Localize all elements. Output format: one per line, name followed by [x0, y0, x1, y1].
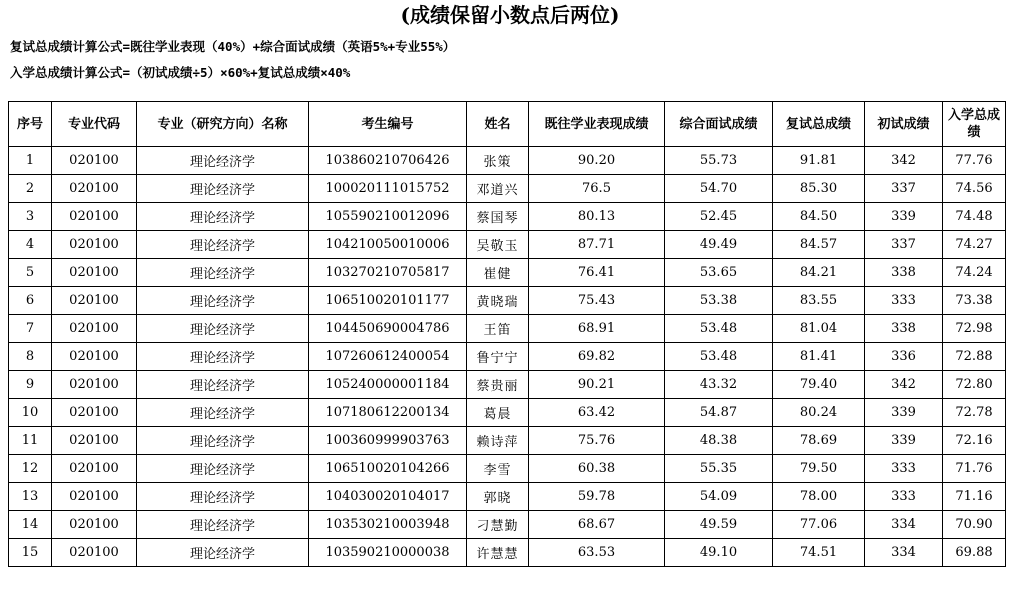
cell-candidate-id: 106510020101177	[309, 287, 467, 315]
header-row	[9, 102, 1006, 147]
cell-retest-total: 79.50	[773, 455, 865, 483]
cell-candidate-id: 103270210705817	[309, 259, 467, 287]
cell-retest-total: 79.40	[773, 371, 865, 399]
cell-admission-total: 74.24	[943, 259, 1006, 287]
cell-major-code: 020100	[52, 427, 137, 455]
cell-retest-total: 84.50	[773, 203, 865, 231]
cell-initial-score: 339	[865, 399, 943, 427]
page-title: (成绩保留小数点后两位)	[400, 3, 620, 27]
table-row	[9, 147, 1006, 175]
cell-admission-total: 74.56	[943, 175, 1006, 203]
cell-retest-total: 78.00	[773, 483, 865, 511]
table-row	[9, 511, 1006, 539]
cell-academic-score: 63.53	[529, 539, 665, 567]
cell-index: 6	[9, 287, 52, 315]
header-major-code: 专业代码	[52, 102, 137, 147]
cell-major-code: 020100	[52, 511, 137, 539]
cell-initial-score: 342	[865, 147, 943, 175]
cell-major-code: 020100	[52, 539, 137, 567]
cell-index: 5	[9, 259, 52, 287]
cell-interview-score: 43.32	[665, 371, 773, 399]
cell-name: 黄晓瑞	[467, 287, 529, 315]
cell-major-name: 理论经济学	[137, 203, 309, 231]
cell-name: 许慧慧	[467, 539, 529, 567]
cell-admission-total: 72.88	[943, 343, 1006, 371]
cell-academic-score: 90.20	[529, 147, 665, 175]
cell-initial-score: 333	[865, 287, 943, 315]
header-interview-score: 综合面试成绩	[665, 102, 773, 147]
cell-retest-total: 78.69	[773, 427, 865, 455]
cell-academic-score: 60.38	[529, 455, 665, 483]
cell-initial-score: 339	[865, 427, 943, 455]
cell-major-code: 020100	[52, 371, 137, 399]
cell-admission-total: 73.38	[943, 287, 1006, 315]
cell-index: 9	[9, 371, 52, 399]
cell-candidate-id: 107180612200134	[309, 399, 467, 427]
cell-index: 8	[9, 343, 52, 371]
cell-major-name: 理论经济学	[137, 371, 309, 399]
cell-name: 蔡国琴	[467, 203, 529, 231]
table-row	[9, 343, 1006, 371]
cell-retest-total: 85.30	[773, 175, 865, 203]
cell-major-name: 理论经济学	[137, 427, 309, 455]
cell-admission-total: 72.78	[943, 399, 1006, 427]
cell-interview-score: 53.38	[665, 287, 773, 315]
table-row	[9, 287, 1006, 315]
cell-index: 10	[9, 399, 52, 427]
cell-academic-score: 75.43	[529, 287, 665, 315]
cell-major-name: 理论经济学	[137, 539, 309, 567]
table-row	[9, 427, 1006, 455]
cell-retest-total: 74.51	[773, 539, 865, 567]
cell-initial-score: 338	[865, 259, 943, 287]
cell-major-code: 020100	[52, 483, 137, 511]
cell-major-name: 理论经济学	[137, 455, 309, 483]
cell-index: 4	[9, 231, 52, 259]
cell-initial-score: 337	[865, 231, 943, 259]
cell-initial-score: 339	[865, 203, 943, 231]
cell-admission-total: 69.88	[943, 539, 1006, 567]
cell-retest-total: 84.21	[773, 259, 865, 287]
cell-academic-score: 76.41	[529, 259, 665, 287]
table-row	[9, 455, 1006, 483]
cell-academic-score: 68.67	[529, 511, 665, 539]
cell-retest-total: 84.57	[773, 231, 865, 259]
cell-candidate-id: 105240000001184	[309, 371, 467, 399]
cell-major-name: 理论经济学	[137, 343, 309, 371]
cell-admission-total: 71.16	[943, 483, 1006, 511]
cell-candidate-id: 103590210000038	[309, 539, 467, 567]
cell-academic-score: 75.76	[529, 427, 665, 455]
cell-interview-score: 54.70	[665, 175, 773, 203]
cell-interview-score: 55.35	[665, 455, 773, 483]
table-row	[9, 259, 1006, 287]
cell-major-code: 020100	[52, 287, 137, 315]
header-initial-score: 初试成绩	[865, 102, 943, 147]
cell-major-code: 020100	[52, 175, 137, 203]
cell-initial-score: 338	[865, 315, 943, 343]
cell-interview-score: 53.48	[665, 343, 773, 371]
cell-major-name: 理论经济学	[137, 315, 309, 343]
cell-interview-score: 53.48	[665, 315, 773, 343]
cell-name: 邓道兴	[467, 175, 529, 203]
cell-candidate-id: 100360999903763	[309, 427, 467, 455]
cell-name: 崔健	[467, 259, 529, 287]
table-row	[9, 315, 1006, 343]
cell-admission-total: 71.76	[943, 455, 1006, 483]
cell-candidate-id: 103530210003948	[309, 511, 467, 539]
cell-index: 12	[9, 455, 52, 483]
cell-major-code: 020100	[52, 147, 137, 175]
cell-name: 吴敬玉	[467, 231, 529, 259]
cell-retest-total: 83.55	[773, 287, 865, 315]
cell-interview-score: 48.38	[665, 427, 773, 455]
cell-candidate-id: 100020111015752	[309, 175, 467, 203]
table-row	[9, 371, 1006, 399]
cell-index: 3	[9, 203, 52, 231]
cell-major-name: 理论经济学	[137, 483, 309, 511]
cell-retest-total: 81.41	[773, 343, 865, 371]
cell-initial-score: 334	[865, 539, 943, 567]
cell-index: 11	[9, 427, 52, 455]
cell-major-name: 理论经济学	[137, 511, 309, 539]
cell-major-code: 020100	[52, 455, 137, 483]
cell-major-name: 理论经济学	[137, 175, 309, 203]
cell-index: 7	[9, 315, 52, 343]
cell-candidate-id: 107260612400054	[309, 343, 467, 371]
table-row	[9, 203, 1006, 231]
header-admission-total: 入学总成绩	[943, 102, 1006, 147]
cell-major-code: 020100	[52, 231, 137, 259]
cell-name: 王笛	[467, 315, 529, 343]
cell-major-code: 020100	[52, 259, 137, 287]
cell-index: 14	[9, 511, 52, 539]
cell-retest-total: 80.24	[773, 399, 865, 427]
cell-retest-total: 77.06	[773, 511, 865, 539]
cell-major-code: 020100	[52, 315, 137, 343]
header-index: 序号	[9, 102, 52, 147]
cell-academic-score: 59.78	[529, 483, 665, 511]
cell-initial-score: 342	[865, 371, 943, 399]
cell-major-name: 理论经济学	[137, 147, 309, 175]
cell-admission-total: 72.16	[943, 427, 1006, 455]
cell-retest-total: 81.04	[773, 315, 865, 343]
cell-name: 赖诗萍	[467, 427, 529, 455]
cell-interview-score: 55.73	[665, 147, 773, 175]
cell-index: 13	[9, 483, 52, 511]
cell-academic-score: 63.42	[529, 399, 665, 427]
cell-retest-total: 91.81	[773, 147, 865, 175]
cell-name: 葛晨	[467, 399, 529, 427]
cell-major-code: 020100	[52, 399, 137, 427]
cell-name: 张策	[467, 147, 529, 175]
cell-interview-score: 54.09	[665, 483, 773, 511]
cell-interview-score: 49.10	[665, 539, 773, 567]
table-row	[9, 399, 1006, 427]
cell-candidate-id: 106510020104266	[309, 455, 467, 483]
cell-initial-score: 336	[865, 343, 943, 371]
cell-name: 蔡贵丽	[467, 371, 529, 399]
cell-academic-score: 76.5	[529, 175, 665, 203]
cell-index: 1	[9, 147, 52, 175]
cell-academic-score: 80.13	[529, 203, 665, 231]
cell-index: 15	[9, 539, 52, 567]
header-candidate-id: 考生编号	[309, 102, 467, 147]
cell-major-name: 理论经济学	[137, 259, 309, 287]
cell-interview-score: 52.45	[665, 203, 773, 231]
cell-candidate-id: 104210050010006	[309, 231, 467, 259]
cell-initial-score: 333	[865, 483, 943, 511]
cell-academic-score: 68.91	[529, 315, 665, 343]
cell-admission-total: 72.80	[943, 371, 1006, 399]
cell-name: 郭晓	[467, 483, 529, 511]
cell-candidate-id: 104450690004786	[309, 315, 467, 343]
cell-academic-score: 87.71	[529, 231, 665, 259]
cell-interview-score: 49.59	[665, 511, 773, 539]
admission-formula: 入学总成绩计算公式=（初试成绩÷5）×60%+复试总成绩×40%	[10, 65, 351, 80]
table-row	[9, 231, 1006, 259]
cell-major-name: 理论经济学	[137, 231, 309, 259]
cell-candidate-id: 105590210012096	[309, 203, 467, 231]
header-academic-score: 既往学业表现成绩	[529, 102, 665, 147]
cell-major-code: 020100	[52, 203, 137, 231]
cell-academic-score: 90.21	[529, 371, 665, 399]
cell-academic-score: 69.82	[529, 343, 665, 371]
cell-initial-score: 334	[865, 511, 943, 539]
cell-major-code: 020100	[52, 343, 137, 371]
cell-name: 鲁宁宁	[467, 343, 529, 371]
cell-major-name: 理论经济学	[137, 287, 309, 315]
cell-name: 刁慧勤	[467, 511, 529, 539]
cell-interview-score: 49.49	[665, 231, 773, 259]
cell-candidate-id: 104030020104017	[309, 483, 467, 511]
table-row	[9, 539, 1006, 567]
table-row	[9, 483, 1006, 511]
header-name: 姓名	[467, 102, 529, 147]
cell-admission-total: 74.48	[943, 203, 1006, 231]
cell-admission-total: 70.90	[943, 511, 1006, 539]
header-major-name: 专业（研究方向）名称	[137, 102, 309, 147]
table-row	[9, 175, 1006, 203]
cell-candidate-id: 103860210706426	[309, 147, 467, 175]
cell-initial-score: 337	[865, 175, 943, 203]
grades-table	[8, 101, 1006, 567]
cell-admission-total: 72.98	[943, 315, 1006, 343]
cell-admission-total: 74.27	[943, 231, 1006, 259]
cell-interview-score: 53.65	[665, 259, 773, 287]
retest-formula: 复试总成绩计算公式=既往学业表现（40%）+综合面试成绩（英语5%+专业55%）	[10, 39, 456, 54]
cell-index: 2	[9, 175, 52, 203]
cell-admission-total: 77.76	[943, 147, 1006, 175]
cell-initial-score: 333	[865, 455, 943, 483]
cell-name: 李雪	[467, 455, 529, 483]
cell-interview-score: 54.87	[665, 399, 773, 427]
cell-major-name: 理论经济学	[137, 399, 309, 427]
header-retest-total: 复试总成绩	[773, 102, 865, 147]
